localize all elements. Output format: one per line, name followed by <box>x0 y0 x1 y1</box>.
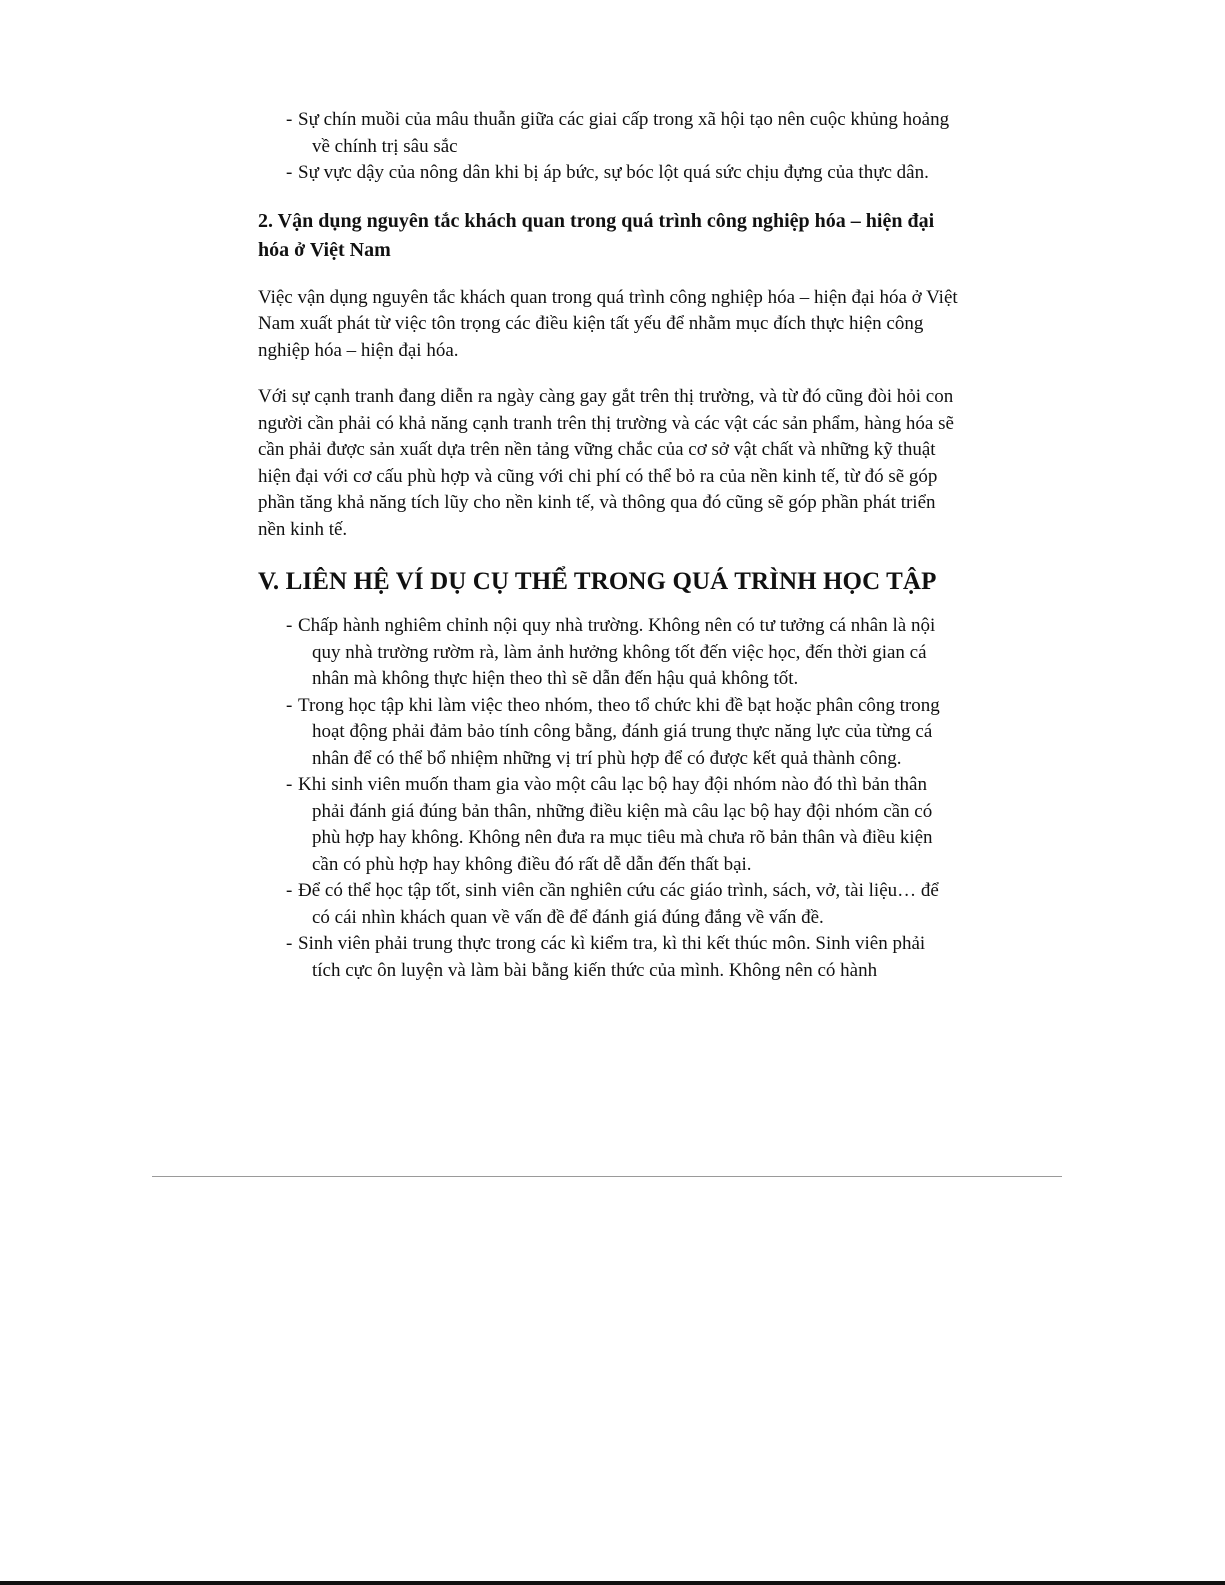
list-item-text: Sinh viên phải trung thực trong các kì kiểm tra, kì thi kết thúc môn. Sinh viên phải tích cực ôn luyện và làm bài bằng kiến thức của mình. Không nên có hành <box>298 933 926 981</box>
top-bullet-list <box>258 107 958 187</box>
list-item-text: Để có thể học tập tốt, sinh viên cần nghiên cứu các giáo trình, sách, vở, tài liệu… để có cái nhìn khách quan về vấn đề để đánh giá đúng đắng về vấn đề. <box>298 880 939 928</box>
list-item-text: Trong học tập khi làm việc theo nhóm, theo tổ chức khi đề bạt hoặc phân công trong hoạt động phải đảm bảo tính công bằng, đánh giá trung thực năng lực của từng cá nhân để có thể bổ nhiệm những vị trí phù hợp để có được kết quả thành công. <box>298 694 940 769</box>
list-item-text: Sự chín muồi của mâu thuẫn giữa các giai cấp trong xã hội tạo nên cuộc khủng hoảng về chính trị sâu sắc <box>298 109 950 157</box>
section-heading: V. LIÊN HỆ VÍ DỤ CỤ THỂ TRONG QUÁ TRÌNH HỌC TẬP <box>258 568 937 595</box>
list-item <box>286 931 958 984</box>
paragraph: Với sự cạnh tranh đang diễn ra ngày càng gay gắt trên thị trường, và từ đó cũng đòi hỏi con người cần phải có khả năng cạnh tranh trên thị trường và các vật các sản phẩm, hàng hóa sẽ cần phải được sản xuất dựa trên nền tảng vững chắc của cơ sở vật chất và những kỹ thuật hiện đại với cơ cấu phù hợp và cũng với chi phí có thể bỏ ra của nền kinh tế, từ đó sẽ góp phần tăng khả năng tích lũy cho nền kinh tế, và thông qua đó cũng sẽ góp phần phát triển nền kinh tế. <box>258 386 954 540</box>
bullet-dash: - <box>286 109 293 130</box>
bullet-dash: - <box>286 774 293 795</box>
bullet-dash: - <box>286 880 293 901</box>
list-item-text: Sự vực dậy của nông dân khi bị áp bức, sự bóc lột quá sức chịu đựng của thực dân. <box>298 162 929 183</box>
list-item <box>286 693 958 773</box>
bullet-dash: - <box>286 162 293 183</box>
bullet-dash: - <box>286 694 293 716</box>
subheading: 2. Vận dụng nguyên tắc khách quan trong quá trình công nghiệp hóa – hiện đại hóa ở Việt Nam <box>258 209 935 261</box>
list-item-text: Khi sinh viên muốn tham gia vào một câu lạc bộ hay đội nhóm nào đó thì bản thân phải đánh giá đúng bản thân, những điều kiện mà câu lạc bộ hay đội nhóm cần có phù hợp hay không. Không nên đưa ra mục tiêu mà chưa rõ bản thân và điều kiện cần có phù hợp hay không điều đó rất dễ dẫn đến thất bại. <box>298 774 933 875</box>
list-item <box>286 772 958 878</box>
bullet-dash: - <box>286 933 293 954</box>
list-item <box>286 160 958 187</box>
section-bullet-list <box>258 613 958 984</box>
list-item <box>286 107 958 160</box>
bullet-dash: - <box>286 615 293 636</box>
page-content <box>258 103 958 984</box>
list-item <box>286 878 958 931</box>
list-item-text: Chấp hành nghiêm chỉnh nội quy nhà trường. Không nên có tư tưởng cá nhân là nội quy nhà trường rườm rà, làm ảnh hưởng không tốt đến việc học, đến thời gian cá nhân mà không thực hiện theo thì sẽ dẫn đến hậu quả không tốt. <box>298 615 936 689</box>
page-divider <box>152 1176 1062 1177</box>
paragraph: Việc vận dụng nguyên tắc khách quan trong quá trình công nghiệp hóa – hiện đại hóa ở Việt Nam xuất phát từ việc tôn trọng các điều kiện tất yếu để nhằm mục đích thực hiện công nghiệp hóa – hiện đại hóa. <box>258 286 958 361</box>
list-item <box>286 613 958 693</box>
page-bottom-edge <box>0 1581 1225 1585</box>
